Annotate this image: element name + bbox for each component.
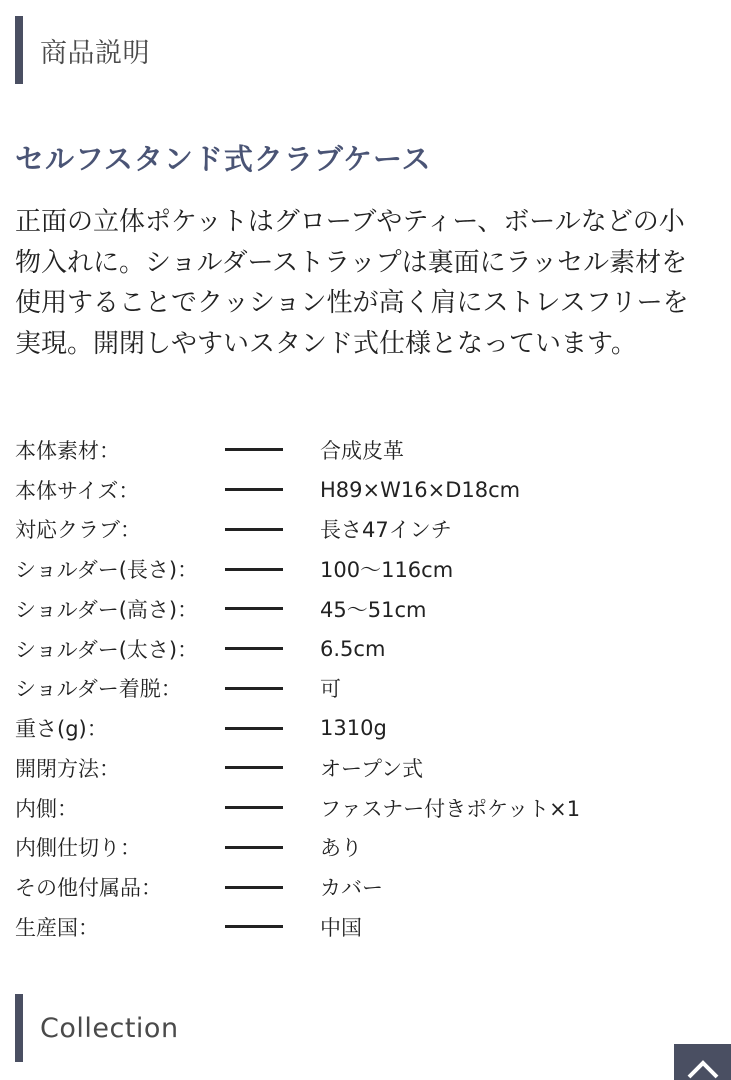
- spec-row: [15, 470, 715, 510]
- spec-value: オープン式: [320, 756, 424, 781]
- spec-value: 中国: [320, 915, 362, 940]
- spec-label: 本体素材：: [15, 438, 120, 463]
- spec-value: 1310g: [320, 716, 387, 741]
- section-heading-text: Collection: [40, 1012, 179, 1044]
- spec-row: [15, 828, 715, 868]
- spec-row: [15, 788, 715, 828]
- spec-list: [15, 430, 715, 947]
- spec-label: 本体サイズ：: [15, 478, 140, 503]
- spec-row: [15, 430, 715, 470]
- spec-value: あり: [320, 836, 362, 861]
- spec-label: その他付属品：: [15, 876, 162, 901]
- spec-row: [15, 867, 715, 907]
- spec-dash: [225, 925, 283, 928]
- section-heading-text: 商品説明: [40, 37, 150, 69]
- product-description: 正面の立体ポケットはグローブやティー、ボールなどの小物入れに。ショルダーストラップは裏面にラッセル素材を使用することでクッション性が高く肩にストレスフリーを実現。開閉しやすいスタンド式仕様となっています。: [15, 207, 689, 359]
- spec-value: H89×W16×D18cm: [320, 477, 521, 502]
- spec-row: [15, 629, 715, 669]
- spec-value: カバー: [320, 876, 383, 901]
- spec-dash: [225, 528, 283, 531]
- spec-dash: [225, 886, 283, 889]
- spec-label: 生産国：: [15, 915, 99, 940]
- spec-label: ショルダー着脱：: [15, 677, 182, 702]
- spec-label: 開閉方法：: [15, 756, 120, 781]
- heading-accent-bar: [15, 994, 23, 1062]
- spec-dash: [225, 568, 283, 571]
- spec-value: 長さ47インチ: [320, 518, 452, 543]
- spec-row: [15, 510, 715, 550]
- heading-accent-bar: [15, 16, 23, 84]
- spec-label: ショルダー(長さ)：: [15, 558, 199, 583]
- spec-dash: [225, 727, 283, 730]
- spec-row: [15, 748, 715, 788]
- spec-dash: [225, 846, 283, 849]
- spec-row: [15, 549, 715, 589]
- chevron-up-icon: [686, 1058, 720, 1080]
- spec-label: 内側：: [15, 796, 78, 821]
- spec-value: 可: [320, 677, 341, 702]
- spec-dash: [225, 647, 283, 650]
- spec-row: [15, 907, 715, 947]
- spec-value: 合成皮革: [320, 438, 404, 463]
- spec-dash: [225, 488, 283, 491]
- spec-label: ショルダー(高さ)：: [15, 597, 199, 622]
- spec-label: 重さ(g)：: [15, 717, 108, 742]
- spec-value: 45〜51cm: [320, 597, 427, 622]
- spec-dash: [225, 687, 283, 690]
- spec-dash: [225, 607, 283, 610]
- spec-row: [15, 669, 715, 709]
- spec-row: [15, 589, 715, 629]
- spec-row: [15, 708, 715, 748]
- scroll-to-top-button[interactable]: [674, 1044, 731, 1080]
- section-heading-description: [15, 16, 150, 84]
- spec-dash: [225, 448, 283, 451]
- spec-label: ショルダー(太さ)：: [15, 637, 199, 662]
- spec-value: 6.5cm: [320, 636, 386, 661]
- section-heading-collection: [15, 994, 179, 1062]
- spec-dash: [225, 766, 283, 769]
- spec-value: ファスナー付きポケット×1: [320, 796, 581, 821]
- spec-value: 100〜116cm: [320, 558, 454, 583]
- product-title: セルフスタンド式クラブケース: [15, 142, 432, 176]
- spec-label: 対応クラブ：: [15, 518, 141, 543]
- spec-label: 内側仕切り：: [15, 836, 141, 861]
- spec-dash: [225, 806, 283, 809]
